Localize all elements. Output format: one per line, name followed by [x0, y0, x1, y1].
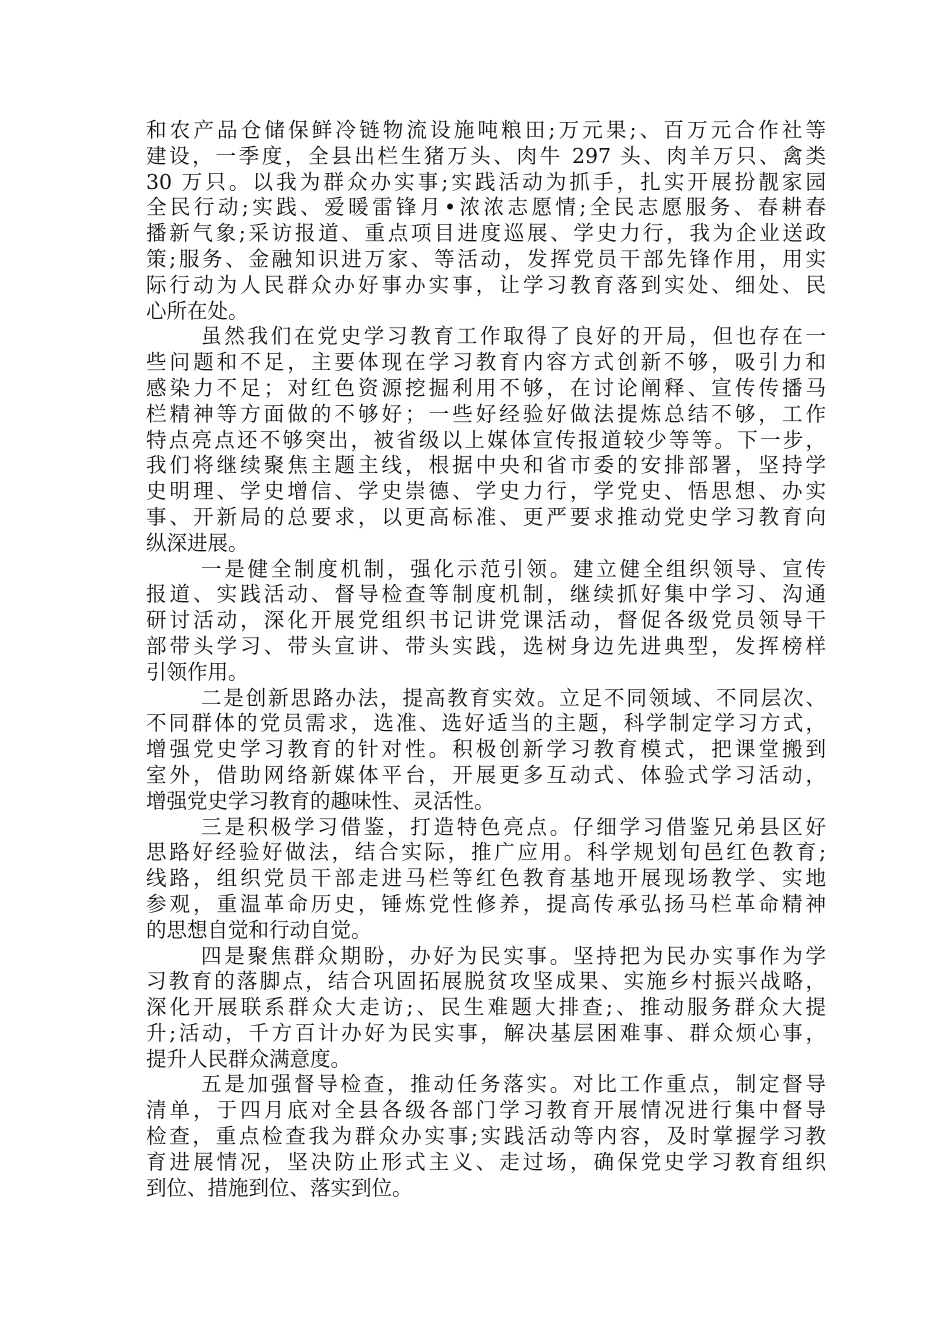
text-line: 五是加强督导检查，推动任务落实。对比工作重点，制定督导	[201, 1072, 826, 1097]
text-line: 30 万只。以我为群众办实事;实践活动为抓手，扎实开展扮靓家园	[146, 169, 826, 194]
paragraph-5	[146, 815, 826, 944]
paragraph-7	[146, 1072, 826, 1201]
text-line: 播新气象;采访报道、重点项目进度巡展、学史力行，我为企业送政	[146, 221, 826, 246]
paragraph-4	[146, 686, 826, 815]
text-line: 事、开新局的总要求，以更高标准、更严要求推动党史学习教育向	[146, 504, 826, 529]
text-line: 增强党史学习教育的趣味性、灵活性。	[146, 788, 495, 813]
text-line: 全民行动;实践、爱暖雷锋月•浓浓志愿情;全民志愿服务、春耕春	[146, 195, 826, 220]
document-body	[146, 118, 826, 1201]
paragraph-2	[146, 324, 826, 556]
text-line: 四是聚焦群众期盼，办好为民实事。坚持把为民办实事作为学	[201, 943, 826, 968]
text-line: 线路，组织党员干部走进马栏等红色教育基地开展现场教学、实地	[146, 866, 826, 891]
text-line: 栏精神等方面做的不够好；一些好经验好做法提炼总结不够，工作	[146, 401, 826, 426]
text-line: 史明理、学史增信、学史崇德、学史力行，学党史、悟思想、办实	[146, 479, 826, 504]
text-line: 二是创新思路办法，提高教育实效。立足不同领域、不同层次、	[201, 685, 826, 710]
text-line: 感染力不足；对红色资源挖掘利用不够，在讨论阐释、宣传传播马	[146, 375, 826, 400]
text-line: 一是健全制度机制，强化示范引领。建立健全组织领导、宣传	[201, 556, 826, 581]
paragraph-1	[146, 118, 826, 324]
text-line: 清单，于四月底对全县各级各部门学习教育开展情况进行集中督导	[146, 1098, 826, 1123]
text-line: 部带头学习、带头宣讲、带头实践，选树身边先进典型，发挥榜样	[146, 633, 826, 658]
text-line: 提升人民群众满意度。	[146, 1046, 351, 1071]
text-line: 室外，借助网络新媒体平台，开展更多互动式、体验式学习活动，	[146, 762, 826, 787]
text-line: 参观，重温革命历史，锤炼党性修养，提高传承弘扬马栏革命精神	[146, 891, 826, 916]
text-line: 虽然我们在党史学习教育工作取得了良好的开局，但也存在一	[201, 324, 826, 349]
text-line: 研讨活动，深化开展党组织书记讲党课活动，督促各级党员领导干	[146, 608, 826, 633]
text-line: 建设，一季度，全县出栏生猪万头、肉牛 297 头、肉羊万只、禽类	[146, 143, 826, 168]
text-line: 纵深进展。	[146, 530, 249, 555]
text-line: 升;活动，千方百计办好为民实事，解决基层困难事、群众烦心事，	[146, 1020, 826, 1045]
text-line: 的思想自觉和行动自觉。	[146, 917, 372, 942]
text-line: 些问题和不足，主要体现在学习教育内容方式创新不够，吸引力和	[146, 350, 826, 375]
text-line: 引领作用。	[146, 659, 249, 684]
text-line: 特点亮点还不够突出，被省级以上媒体宣传报道较少等等。下一步，	[146, 427, 826, 452]
paragraph-6	[146, 944, 826, 1073]
paragraph-3	[146, 557, 826, 686]
text-line: 习教育的落脚点，结合巩固拓展脱贫攻坚成果、实施乡村振兴战略，	[146, 969, 826, 994]
text-line: 不同群体的党员需求，选准、选好适当的主题，科学制定学习方式，	[146, 711, 826, 736]
text-line: 际行动为人民群众办好事办实事，让学习教育落到实处、细处、民	[146, 272, 826, 297]
text-line: 思路好经验好做法，结合实际，推广应用。科学规划旬邑红色教育;	[146, 840, 826, 865]
text-line: 策;服务、金融知识进万家、等活动，发挥党员干部先锋作用，用实	[146, 246, 826, 271]
text-line: 心所在处。	[146, 298, 249, 323]
text-line: 深化开展联系群众大走访;、民生难题大排查;、推动服务群众大提	[146, 995, 826, 1020]
text-line: 我们将继续聚焦主题主线，根据中央和省市委的安排部署，坚持学	[146, 453, 826, 478]
text-line: 和农产品仓储保鲜冷链物流设施吨粮田;万元果;、百万元合作社等	[146, 118, 826, 142]
text-line: 检查，重点检查我为群众办实事;实践活动等内容，及时掌握学习教	[146, 1124, 826, 1149]
text-line: 报道、实践活动、督导检查等制度机制，继续抓好集中学习、沟通	[146, 582, 826, 607]
text-line: 增强党史学习教育的针对性。积极创新学习教育模式，把课堂搬到	[146, 737, 826, 762]
text-line: 育进展情况，坚决防止形式主义、走过场，确保党史学习教育组织	[146, 1149, 826, 1174]
text-line: 到位、措施到位、落实到位。	[146, 1175, 413, 1200]
text-line: 三是积极学习借鉴，打造特色亮点。仔细学习借鉴兄弟县区好	[201, 814, 826, 839]
